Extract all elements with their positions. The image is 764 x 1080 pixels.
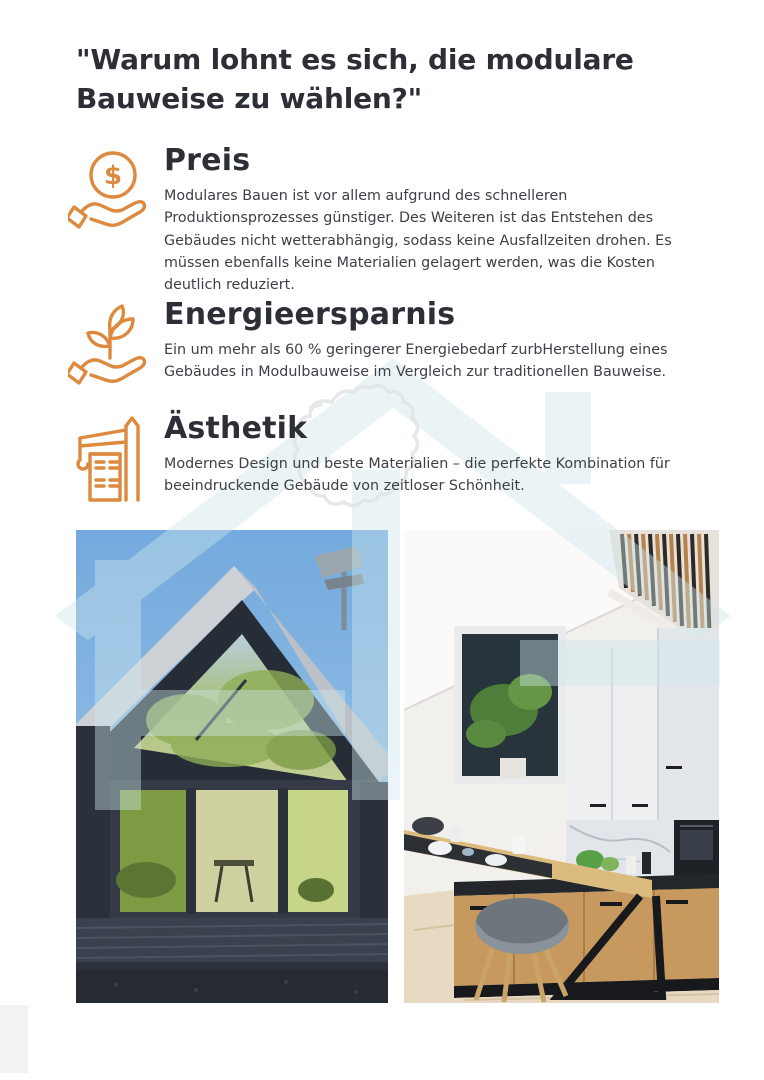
feature-title-aesthetik: Ästhetik [164, 411, 308, 446]
feature-text-aesthetik: Modernes Design und beste Materialien – die perfekte Kombination für beeindruckende Gebäude von zeitloser Schönheit. [164, 456, 670, 495]
feature-title-energieersparnis: Energieersparnis [164, 297, 456, 332]
plant-in-hand-icon [68, 298, 154, 398]
feature-preis [68, 144, 716, 296]
coin-in-hand-icon [68, 144, 154, 296]
feature-aesthetik [68, 412, 716, 512]
construction-crane-icon [68, 412, 154, 512]
feature-energieersparnis [68, 298, 716, 398]
dollar-sign: $ [103, 161, 123, 191]
feature-title-preis: Preis [164, 143, 251, 178]
feature-text-energieersparnis: Ein um mehr als 60 % geringerer Energiebedarf zurbHerstellung eines Gebäudes in Modulbauweise im Vergleich zur traditionellen Bauweise. [164, 342, 668, 381]
feature-text-preis: Modulares Bauen ist vor allem aufgrund des schnelleren Produktionsprozesses günstiger. Des Weiteren ist das Entstehen des Gebäudes nicht wetterabhängig, sodass keine Ausfallzeiten drohen. Es müssen ebenfalls keine Materialien gelagert werden, was die Kosten deutlich reduziert. [164, 188, 672, 294]
page-title: "Warum lohnt es sich, die modulare Bauweise zu wählen?" [76, 43, 634, 116]
